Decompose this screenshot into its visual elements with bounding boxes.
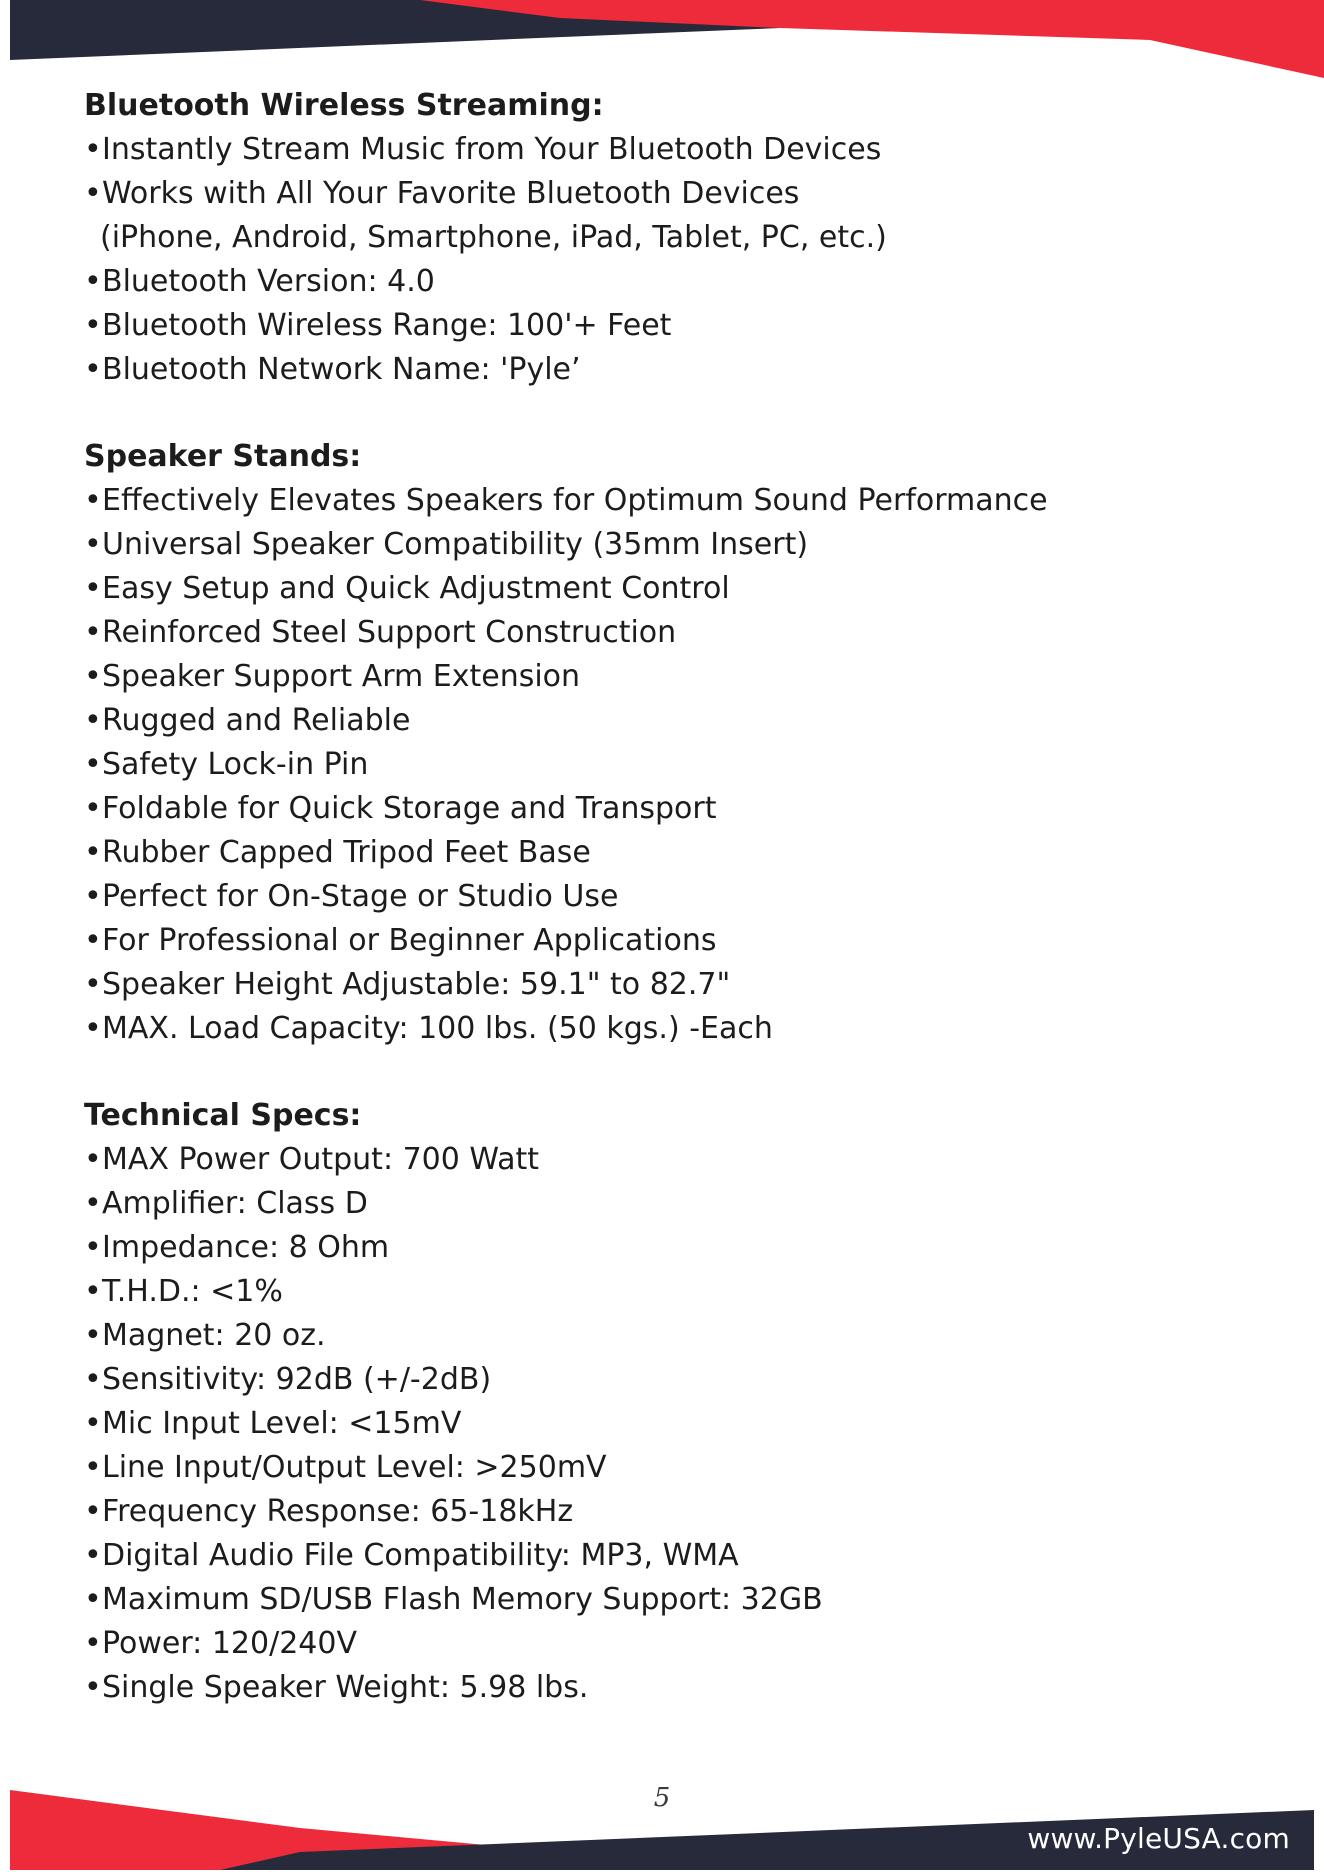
list-item-text: • Rubber Capped Tripod Feet Base	[102, 835, 591, 870]
list-item-text: • Reinforced Steel Support Construction	[102, 615, 677, 650]
list-item-text: • Easy Setup and Quick Adjustment Control	[102, 571, 730, 606]
section-heading: Bluetooth Wireless Streaming:	[84, 88, 604, 123]
list-item-text: • Speaker Height Adjustable: 59.1" to 82.7"	[102, 967, 731, 1002]
list-item	[84, 304, 1264, 348]
list-item	[84, 172, 1264, 260]
section-technical-specs	[84, 1094, 1264, 1710]
list-item-text: • Bluetooth Wireless Range: 100'+ Feet	[102, 308, 672, 343]
bullet-list	[84, 128, 1264, 392]
list-item	[84, 743, 1264, 787]
list-item	[84, 1622, 1264, 1666]
list-item-text: • Instantly Stream Music from Your Bluetooth Devices	[102, 132, 882, 167]
list-item	[84, 1534, 1264, 1578]
list-item	[84, 611, 1264, 655]
list-item-text: • Effectively Elevates Speakers for Optimum Sound Performance	[102, 483, 1048, 518]
list-item	[84, 1270, 1264, 1314]
list-item	[84, 1490, 1264, 1534]
list-item	[84, 963, 1264, 1007]
list-item	[84, 567, 1264, 611]
list-item	[84, 1226, 1264, 1270]
list-item-text: • Bluetooth Network Name: 'Pyle’	[102, 352, 581, 387]
list-item	[84, 1358, 1264, 1402]
list-item-text: • Maximum SD/USB Flash Memory Support: 32GB	[102, 1582, 823, 1617]
top-banner	[0, 0, 1324, 80]
list-item-text: • Digital Audio File Compatibility: MP3, WMA	[102, 1538, 739, 1573]
list-item-text: • Mic Input Level: <15mV	[102, 1406, 462, 1441]
list-item	[84, 699, 1264, 743]
list-item-text: • Impedance: 8 Ohm	[102, 1230, 390, 1265]
bullet-list	[84, 1138, 1264, 1710]
list-item-text: • MAX. Load Capacity: 100 lbs. (50 kgs.) -Each	[102, 1011, 773, 1046]
list-item	[84, 1446, 1264, 1490]
list-item	[84, 655, 1264, 699]
list-item-text: • Single Speaker Weight: 5.98 lbs.	[102, 1670, 589, 1705]
list-item-continuation: (iPhone, Android, Smartphone, iPad, Tablet, PC, etc.)	[100, 220, 887, 255]
section-heading: Technical Specs:	[84, 1098, 362, 1133]
website-url: www.PyleUSA.com	[1027, 1822, 1290, 1855]
list-item-text: • Line Input/Output Level: >250mV	[102, 1450, 607, 1485]
list-item	[84, 1007, 1264, 1051]
list-item	[84, 831, 1264, 875]
list-item	[84, 1578, 1264, 1622]
list-item	[84, 128, 1264, 172]
list-item-text: • Bluetooth Version: 4.0	[102, 264, 435, 299]
list-item-text: • Sensitivity: 92dB (+/-2dB)	[102, 1362, 492, 1397]
list-item-text: • Magnet: 20 oz.	[102, 1318, 326, 1353]
list-item	[84, 919, 1264, 963]
list-item-text: • Works with All Your Favorite Bluetooth Devices	[102, 176, 800, 211]
list-item	[84, 787, 1264, 831]
list-item-text: • MAX Power Output: 700 Watt	[102, 1142, 540, 1177]
list-item-text: • Safety Lock-in Pin	[102, 747, 369, 782]
list-item-text: • Foldable for Quick Storage and Transport	[102, 791, 717, 826]
list-item-text: • Perfect for On-Stage or Studio Use	[102, 879, 619, 914]
list-item-text: • Universal Speaker Compatibility (35mm Insert)	[102, 527, 809, 562]
list-item	[84, 523, 1264, 567]
list-item	[84, 479, 1264, 523]
list-item	[84, 348, 1264, 392]
bullet-list	[84, 479, 1264, 1051]
document-content	[84, 84, 1264, 1753]
list-item	[84, 1138, 1264, 1182]
list-item-text: • Amplifier: Class D	[102, 1186, 368, 1221]
section-bluetooth	[84, 84, 1264, 392]
section-speaker-stands	[84, 435, 1264, 1051]
list-item-text: • T.H.D.: <1%	[102, 1274, 283, 1309]
list-item	[84, 1314, 1264, 1358]
list-item	[84, 1182, 1264, 1226]
page-number: 5	[653, 1783, 671, 1813]
list-item	[84, 1402, 1264, 1446]
list-item-text: • Frequency Response: 65-18kHz	[102, 1494, 574, 1529]
list-item	[84, 1666, 1264, 1710]
list-item-text: • Rugged and Reliable	[102, 703, 411, 738]
list-item-text: • For Professional or Beginner Applications	[102, 923, 717, 958]
list-item-text: • Power: 120/240V	[102, 1626, 357, 1661]
list-item	[84, 260, 1264, 304]
section-heading: Speaker Stands:	[84, 439, 362, 474]
list-item-text: • Speaker Support Arm Extension	[102, 659, 581, 694]
list-item	[84, 875, 1264, 919]
